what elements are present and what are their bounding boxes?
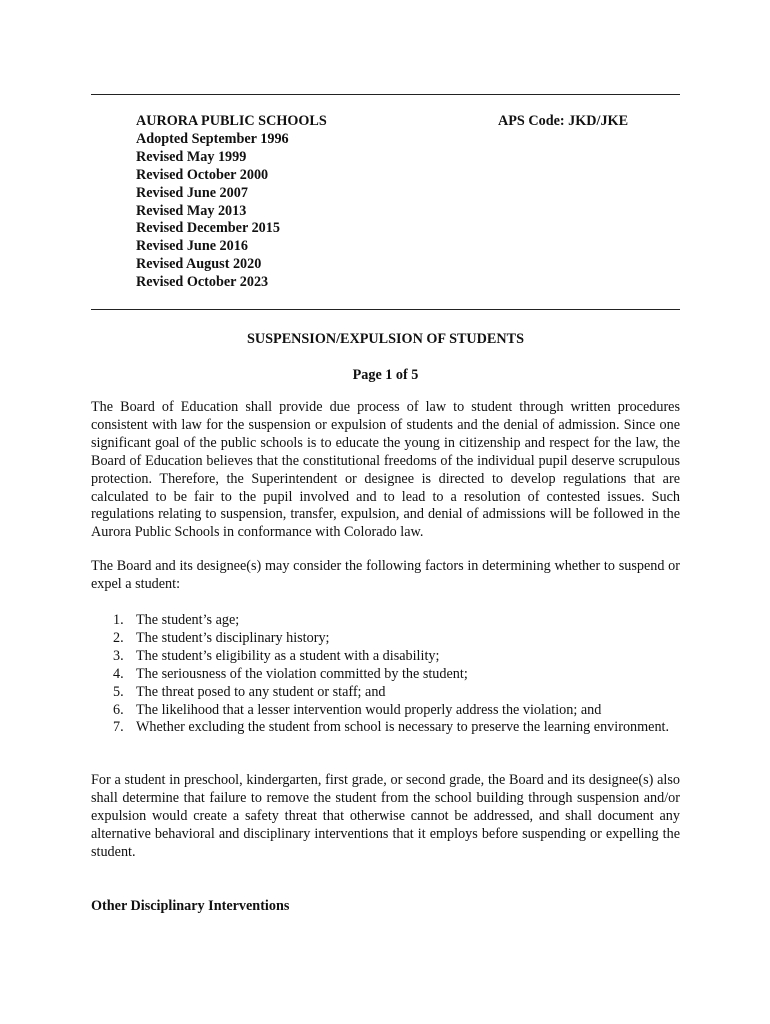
list-number: 6. <box>113 701 124 718</box>
list-text: The likelihood that a lesser intervention would properly address the violation; and <box>136 701 602 718</box>
list-item <box>91 612 680 630</box>
revision-entry: Revised December 2015 <box>136 220 280 237</box>
list-text: The threat posed to any student or staff; and <box>136 683 386 700</box>
aps-code: APS Code: JKD/JKE <box>498 113 629 129</box>
document-title: SUSPENSION/EXPULSION OF STUDENTS <box>247 331 524 347</box>
revision-entry: Revised August 2020 <box>136 256 262 273</box>
organization-name: AURORA PUBLIC SCHOOLS <box>136 113 327 129</box>
list-item <box>91 630 680 648</box>
list-number: 7. <box>113 719 124 736</box>
top-divider <box>91 94 680 95</box>
list-text: Whether excluding the student from school is necessary to preserve the learning environment. <box>136 719 670 736</box>
list-number: 2. <box>113 629 124 646</box>
revision-entry: Adopted September 1996 <box>136 130 289 147</box>
section-heading: Other Disciplinary Interventions <box>91 898 290 914</box>
revision-entry: Revised October 2023 <box>136 274 269 291</box>
list-item <box>91 666 680 684</box>
list-number: 4. <box>113 665 124 682</box>
list-item <box>91 702 680 720</box>
revision-entry: Revised October 2000 <box>136 166 269 183</box>
page-indicator: Page 1 of 5 <box>352 367 419 383</box>
revision-entry: Revised June 2016 <box>136 238 248 255</box>
list-item <box>91 719 680 737</box>
factors-intro-paragraph: The Board and its designee(s) may consider the following factors in determining whether to suspend or expel a student: <box>91 558 680 592</box>
document-header-block <box>136 113 327 292</box>
intro-paragraph: The Board of Education shall provide due process of law to student through written procedures consistent with law for the suspension or expulsion of students and the denial of admission. Since one significant goal of the public schools is to educate the young in citizenship and respect for the law, the Board of Education believes that the constitutional freedoms of the individual pupil deserve scrupulous protection. Therefore, the Superintendent or designee is directed to develop regulations that are calculated to be fair to the pupil involved and to lead to a resolution of contested issues. Such regulations relating to suspension, transfer, expulsion, and denial of admissions will be followed in the Aurora Public Schools in conformance with Colorado law. <box>91 399 680 541</box>
early-grades-paragraph: For a student in preschool, kindergarten, first grade, or second grade, the Board and its designee(s) also shall determine that failure to remove the student from the school building through suspension and/or expulsion would create a safety threat that otherwise cannot be addressed, and shall document any alternative behavioral and disciplinary interventions that it employs before suspending or expelling the student. <box>91 772 680 860</box>
list-text: The student’s disciplinary history; <box>136 629 330 646</box>
list-item <box>91 648 680 666</box>
factors-list <box>91 612 680 737</box>
list-text: The seriousness of the violation committed by the student; <box>136 665 468 682</box>
list-text: The student’s age; <box>136 612 240 628</box>
revision-entry: Revised May 1999 <box>136 148 247 165</box>
header-divider <box>91 309 680 310</box>
revision-entry: Revised June 2007 <box>136 184 248 201</box>
list-number: 3. <box>113 647 124 664</box>
list-item <box>91 684 680 702</box>
list-number: 1. <box>113 612 124 628</box>
list-number: 5. <box>113 683 124 700</box>
revision-entry: Revised May 2013 <box>136 202 247 219</box>
list-text: The student’s eligibility as a student with a disability; <box>136 647 440 664</box>
